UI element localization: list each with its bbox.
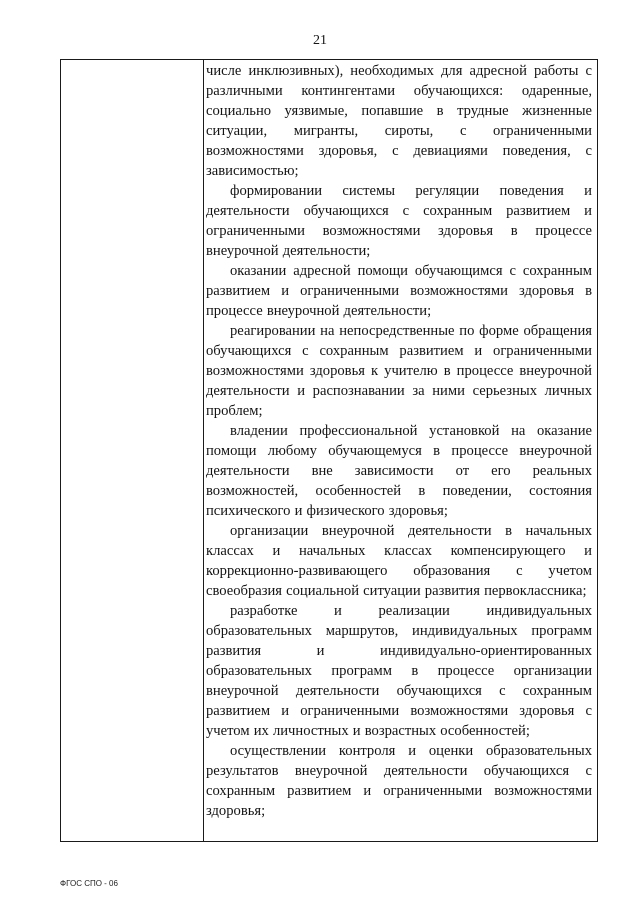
list-item: организации внеурочной деятельности в начальных классах и начальных классах компенсирующего и коррекционно-развивающего образования с учетом своеобразия социальной ситуации развития первоклассника; xyxy=(206,523,592,599)
list-item: реагировании на непосредственные по форме обращения обучающихся с сохранным развитием и ограниченными возможностями здоровья к учителю в процессе внеурочной деятельности и распознавании за ними серьезных личных проблем; xyxy=(206,323,592,419)
table-cell-right xyxy=(206,61,592,821)
list-item: разработке и реализации индивидуальных образовательных маршрутов, индивидуальных программ развития и индивидуально-ориентированных образовательных программ в процессе организации внеурочной деятельности обучающихся с сохранным развитием и ограниченными возможностями здоровья с учетом их личностных и возрастных особенностей; xyxy=(206,603,592,739)
footer-label: ФГОС СПО - 06 xyxy=(60,879,118,888)
page-number: 21 xyxy=(313,33,327,48)
column-divider xyxy=(203,60,204,841)
list-item: осуществлении контроля и оценки образовательных результатов внеурочной деятельности обучающихся с сохранным развитием и ограниченными возможностями здоровья; xyxy=(206,743,592,819)
list-item: владении профессиональной установкой на оказание помощи любому обучающемуся в процессе внеурочной деятельности вне зависимости от его реальных возможностей, особенностей в поведении, состояния психического и физического здоровья; xyxy=(206,423,592,519)
list-item: формировании системы регуляции поведения и деятельности обучающихся с сохранным развитием и ограниченными возможностями здоровья в процессе внеурочной деятельности; xyxy=(206,183,592,259)
list-item: числе инклюзивных), необходимых для адресной работы с различными контингентами обучающихся: одаренные, социально уязвимые, попавшие в трудные жизненные ситуации, мигранты, сироты, с ограниченными возможностями здоровья, с девиациями поведения, с зависимостью; xyxy=(206,63,592,179)
requirements-table xyxy=(60,59,598,842)
list-item: оказании адресной помощи обучающимся с сохранным развитием и ограниченными возможностями здоровья в процессе внеурочной деятельности; xyxy=(206,263,592,319)
